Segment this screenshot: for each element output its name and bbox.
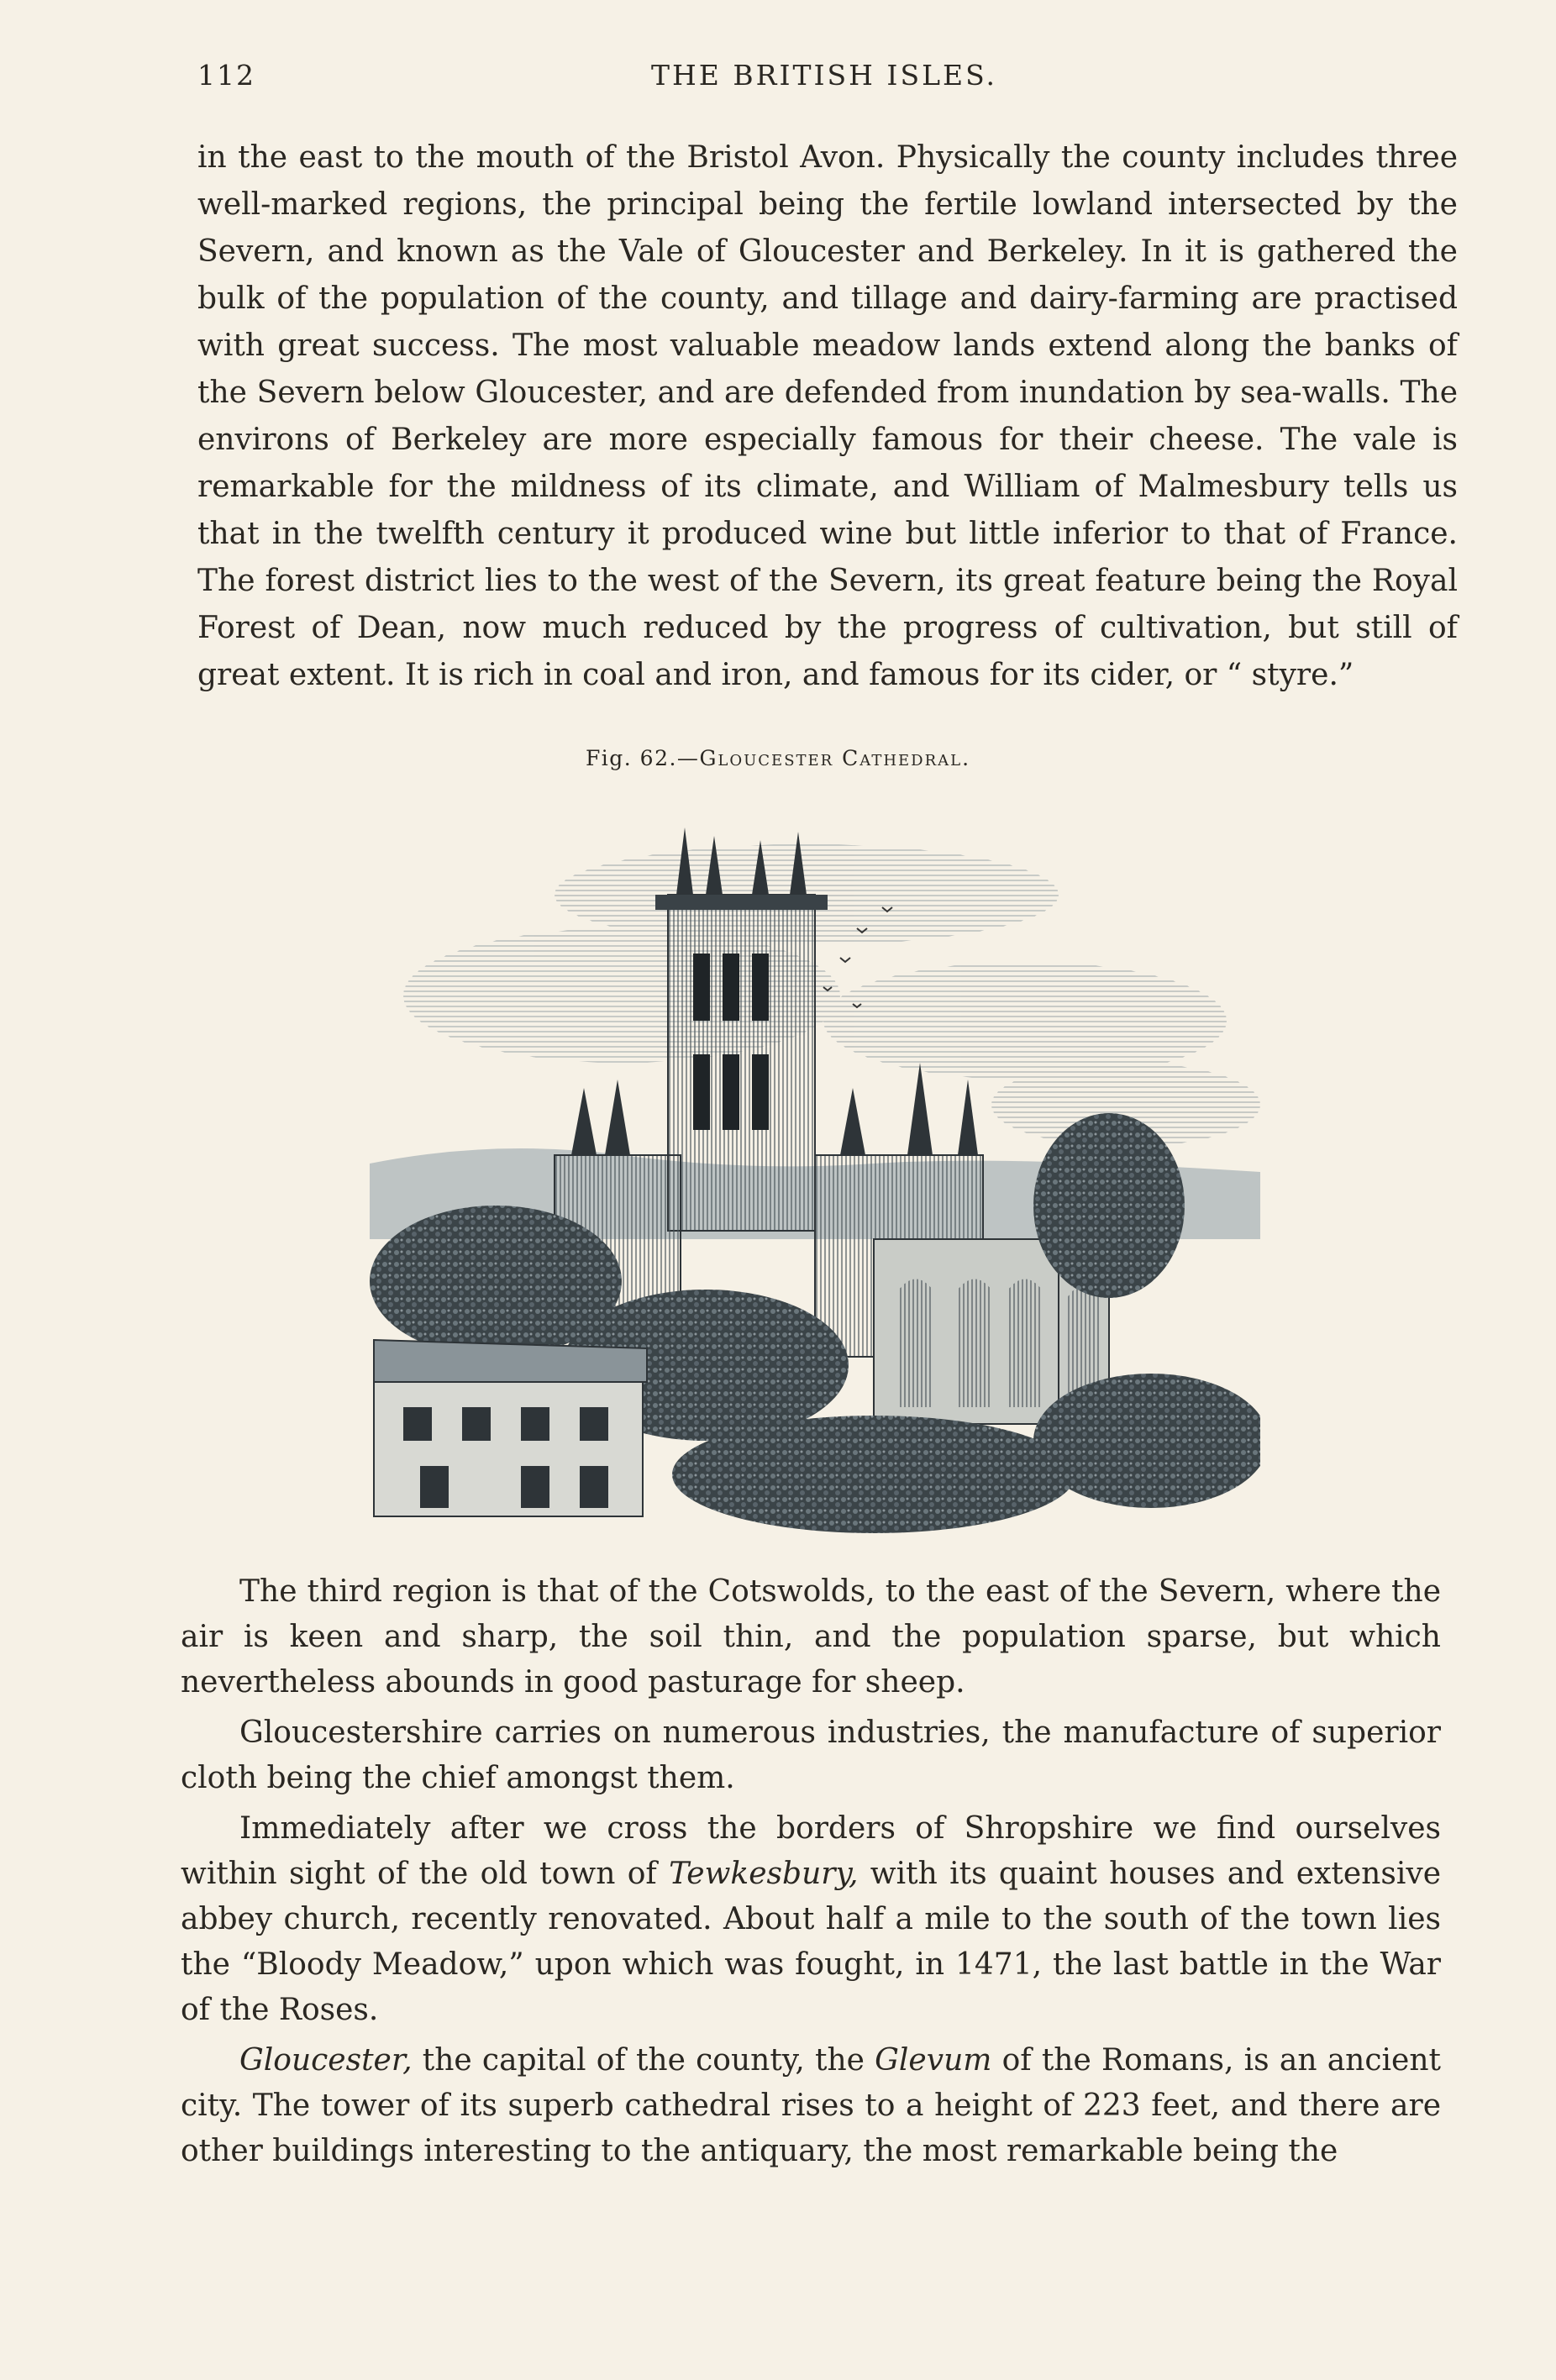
page-header xyxy=(197,59,1458,101)
paragraph-gloucester xyxy=(181,2038,1441,2174)
sky xyxy=(403,844,1260,1147)
bottom-text-block xyxy=(181,1569,1441,2179)
paragraph: in the east to the mouth of the Bristol Avon. Physically the county includes three well-marked regions, the principal being the fertile lowland intersected by the Severn, and known as the Vale of Gloucester and Berkeley. In it is gathered the bulk of the population of the county, and tillage and dairy-farming are practised with great success. The most valuable meadow lands extend along the banks of the Severn below Gloucester, and are defended from inundation by sea-walls. The environs of Berkeley are more especially famous for their cheese. The vale is remarkable for the mildness of its climate, and William of Malmesbury tells us that in the twelfth century it produced wine but little inferior to that of France. The forest district lies to the west of the Severn, its great feature being the Royal Forest of Dean, now much reduced by the progress of cultivation, but still of great extent. It is rich in coal and iron, and famous for its cider, or “ styre.” xyxy=(197,140,1458,692)
text-span: of the Romans, is an ancient city. The tower of its superb cathedral rises to a height of 223 feet, and there are other buildings interesting to the antiquary, the most remarkable being the xyxy=(181,2043,1441,2168)
text-span: the capital of the county, the xyxy=(412,2043,875,2078)
engraving-illustration xyxy=(370,802,1260,1542)
place-name-tewkesbury: Tewkesbury, xyxy=(669,1857,859,1891)
running-title: THE BRITISH ISLES. xyxy=(651,59,997,92)
place-name-gloucester: Gloucester, xyxy=(239,2043,413,2078)
foreground-house xyxy=(374,1340,647,1516)
paragraph-cotswolds: The third region is that of the Cotswolds, to the east of the Severn, where the air is keen and sharp, the soil thin, and the population sparse, but which nevertheless abounds in good pasturage for sheep. xyxy=(181,1574,1441,1700)
text-span: Immediately after we cross the borders of Shropshire we find ourselves within sight of the old town of xyxy=(181,1811,1441,1891)
cathedral-engraving xyxy=(370,802,1260,1542)
figure-caption xyxy=(0,746,1556,770)
paragraph-industries: Gloucestershire carries on numerous industries, the manufacture of superior cloth being the chief amongst them. xyxy=(181,1715,1441,1795)
paragraph-tewkesbury xyxy=(181,1806,1441,2033)
top-text-block xyxy=(197,134,1458,699)
text-span: with its quaint houses and extensive abbey church, recently renovated. About half a mile to the south of the town lies the “Bloody Meadow,” upon which was fought, in 1471, the last battle in the War of the Roses. xyxy=(181,1857,1441,2027)
page-number: 112 xyxy=(197,59,255,92)
figure-label: Fig. 62.— xyxy=(585,746,700,770)
place-name-glevum: Glevum xyxy=(875,2043,992,2078)
figure-title: Gloucester Cathedral. xyxy=(699,746,971,770)
